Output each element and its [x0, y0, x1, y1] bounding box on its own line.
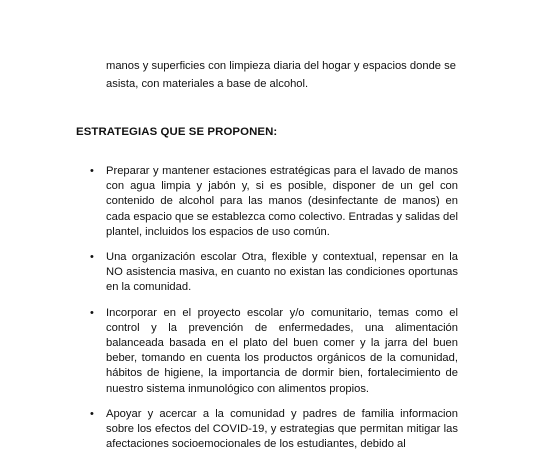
strategies-list: [90, 164, 458, 462]
list-item-text: Preparar y mantener estaciones estratégicas para el lavado de manos con agua limpia y jabón y, si es posible, disponer de un gel con contenido de alcohol para las manos (desinfectante de manos) en cada espacio que se establezca como colectivo. Entradas y salidas del plantel, incluidos los espacios de uso común.: [106, 165, 458, 238]
bullet-icon: •: [90, 306, 94, 319]
list-item: [90, 306, 458, 397]
list-item-text: Una organización escolar Otra, flexible y contextual, repensar en la NO asistencia masiva, en cuanto no existan las condiciones oportunas en la comunidad.: [106, 251, 458, 294]
bullet-icon: •: [90, 251, 94, 264]
list-item-text: Apoyar y acercar a la comunidad y padres de familia informacion sobre los efectos del COVID-19, y estrategias que permitan mitigar las afectaciones socioemocionales de los estudiantes, debido al: [106, 407, 458, 451]
bullet-icon: •: [90, 407, 94, 420]
list-item: [90, 250, 458, 296]
list-item: [90, 164, 458, 240]
intro-paragraph: manos y superficies con limpieza diaria del hogar y espacios donde se asista, con materiales a base de alcohol.: [106, 60, 456, 90]
section-heading: ESTRATEGIAS QUE SE PROPONEN:: [76, 126, 278, 138]
list-item-text: Incorporar en el proyecto escolar y/o comunitario, temas como el control y la prevención de enfermedades, una alimentación balanceada basada en el plato del buen comer y la jarra del buen beber, tomando en cuenta los productos orgánicos de la comunidad, hábitos de higiene, la importancia de dormir bien, fortalecimiento de nuestro sistema inmunológico con alimentos propios.: [106, 306, 458, 395]
bullet-icon: •: [90, 165, 94, 177]
list-item: [90, 407, 458, 453]
